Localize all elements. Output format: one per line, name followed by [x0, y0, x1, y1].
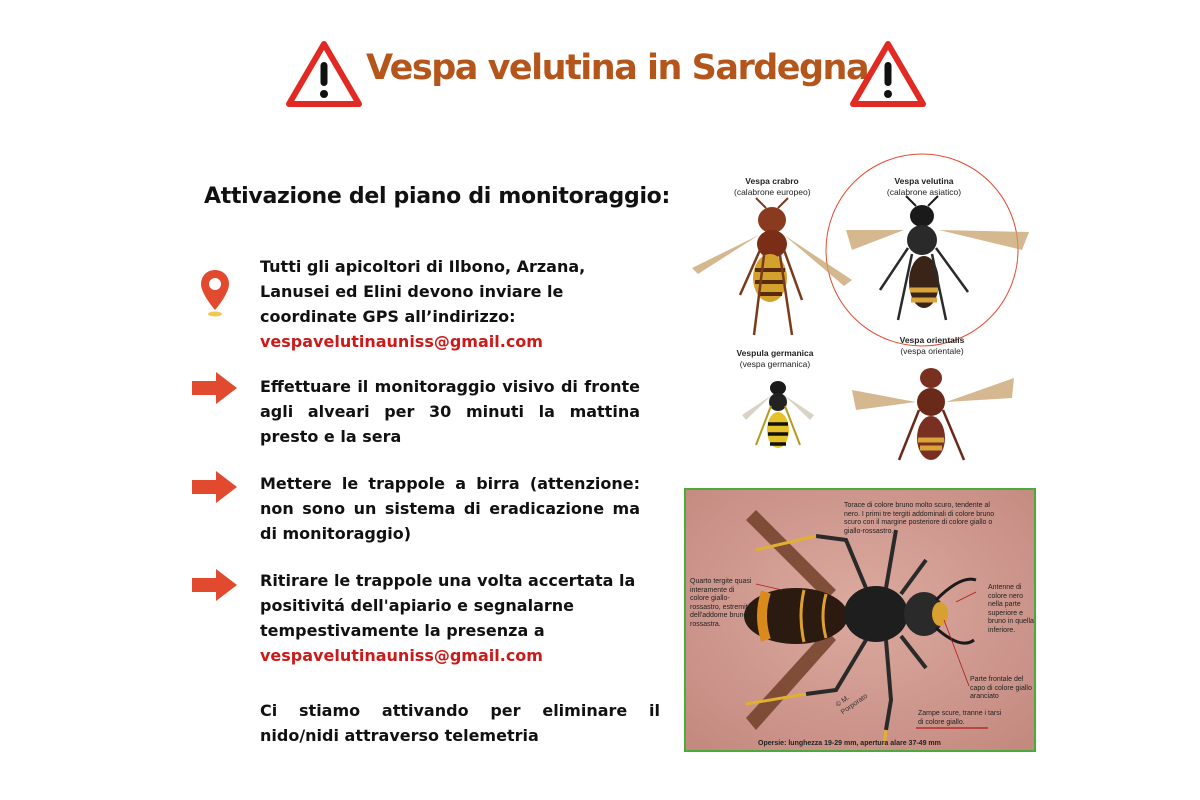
item-text: Ritirare le trappole una volta accertata la positivitá dell'apiario e segnalarne tempestivamente la presenza a — [260, 571, 636, 640]
annotation-size: Opersie: lunghezza 19-29 mm, apertura alare 37-49 mm — [758, 740, 941, 747]
list-item — [260, 374, 640, 449]
photo-credit: © M. Porporato — [834, 692, 869, 716]
species-label: Vespa crabro (calabrone europeo) — [734, 176, 811, 197]
species-label: Vespa orientalis (vespa orientale) — [899, 335, 965, 356]
location-pin-icon — [199, 268, 231, 318]
vespa-velutina-illustration — [846, 196, 1029, 320]
warning-triangle-icon — [850, 40, 926, 108]
list-item — [260, 254, 620, 354]
arrow-right-icon — [192, 370, 238, 406]
email-link[interactable]: vespavelutinauniss@gmail.com — [260, 646, 543, 665]
item-text: Tutti gli apicoltori di Ilbono, Arzana, Lanusei ed Elini devono inviare le coordinate GPS all’indirizzo: — [260, 257, 586, 326]
list-item — [260, 471, 640, 546]
annotation-head: Parte frontale del capo di colore giallo aranciato — [970, 676, 1032, 700]
vespa-crabro-illustration — [692, 198, 852, 335]
item-text: Effettuare il monitoraggio visivo di fronte agli alveari per 30 minuti la mattina presto e la sera — [260, 377, 640, 446]
section-title: Attivazione del piano di monitoraggio: — [204, 184, 670, 209]
vespula-germanica-illustration — [742, 381, 814, 448]
species-label: Vespa velutina (calabrone asiatico) — [886, 176, 962, 197]
list-item — [260, 698, 660, 748]
annotated-hornet-image — [684, 488, 1036, 752]
annotation-antennae: Antenne di colore nero nella parte superiore e bruno in quella inferiore. — [988, 584, 1034, 634]
arrow-right-icon — [192, 469, 238, 505]
arrow-right-icon — [192, 567, 238, 603]
hornet-comparison-image — [684, 140, 1034, 475]
item-text: Mettere le trappole a birra (attenzione: non sono un sistema di eradicazione ma di monitoraggio) — [260, 474, 640, 543]
item-text: Ci stiamo attivando per eliminare il nido/nidi attraverso telemetria — [260, 701, 660, 745]
list-item — [260, 568, 640, 668]
annotation-legs: Zampe scure, tranne i tarsi di colore giallo. — [918, 710, 1002, 726]
email-link[interactable]: vespavelutinauniss@gmail.com — [260, 332, 543, 351]
header — [0, 40, 1200, 112]
vespa-orientalis-illustration — [852, 368, 1014, 460]
annotation-thorax: Torace di colore bruno molto scuro, tendente al nero. I primi tre tergiti addominali di colore bruno scuro con il margine posteriore di colore giallo o giallo-rossastro. — [844, 502, 995, 535]
annotation-fourth-tergite: Quarto tergite quasi interamente di colore giallo-rossastro, estremità dell'addome bruno-rossastra. — [690, 578, 752, 628]
page-title: Vespa velutina in Sardegna — [366, 48, 869, 88]
warning-triangle-icon — [286, 40, 362, 108]
species-label: Vespula germanica (vespa germanica) — [736, 348, 814, 369]
